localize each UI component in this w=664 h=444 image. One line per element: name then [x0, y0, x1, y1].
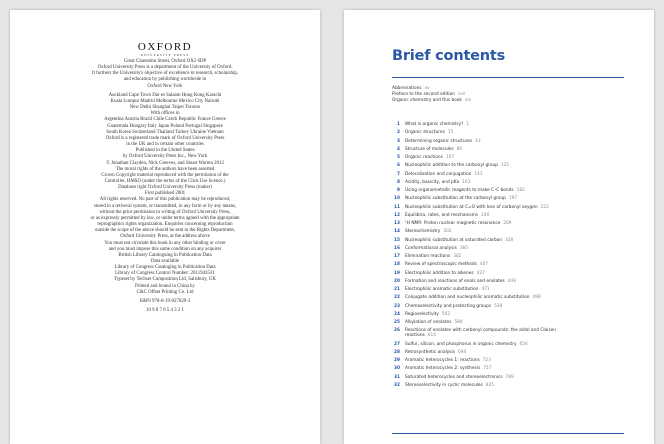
- copyright-line: 10 9 8 7 6 5 4 3 2 1: [146, 308, 184, 314]
- contents-page: [344, 10, 654, 444]
- chapter-item[interactable]: [392, 366, 632, 371]
- copyright-line: outside the scope of the above should be sent to the Rights Department,: [94, 228, 236, 234]
- copyright-line: by Oxford University Press Inc., New York: [122, 154, 208, 160]
- chapter-entry: [405, 196, 517, 201]
- chapter-entry: [405, 254, 461, 259]
- chapter-page: 723: [482, 358, 491, 364]
- chapter-title: Organic structures: [405, 130, 445, 136]
- copyright-line: Typeset by Techset Composition Ltd, Salisbury, UK: [114, 277, 216, 283]
- chapter-title: Nucleophilic addition to the carbonyl group: [405, 163, 498, 169]
- chapter-entry: [405, 366, 491, 371]
- chapter-entry: [405, 180, 470, 185]
- chapter-title: Stereoselectivity in cyclic molecules: [405, 382, 483, 388]
- copyright-line: All rights reserved. No part of this publication may be reproduced,: [99, 197, 231, 203]
- copyright-line: Oxford University Press, at the address above: [120, 234, 210, 240]
- copyright-line: ISBN 978-0-19-927029-3: [139, 298, 191, 304]
- chapter-page: 471: [481, 287, 490, 292]
- chapter-title: Determining organic structures: [405, 138, 473, 144]
- chapter-title: Aromatic heterocycles 1: reactions: [405, 358, 480, 364]
- copyright-line: You must not circulate this book in any other binding or cover: [104, 240, 226, 246]
- bottom-rule: [392, 433, 624, 434]
- chapter-number: 6: [397, 163, 400, 169]
- copyright-imprint: [10, 42, 320, 314]
- chapter-number: 14: [394, 229, 400, 235]
- chapter-number: 3: [397, 138, 400, 144]
- front-matter-page: xv: [424, 86, 430, 91]
- copyright-line: First published 2001: [144, 191, 186, 197]
- chapter-entry: [405, 328, 580, 338]
- chapter-item[interactable]: [392, 295, 632, 300]
- chapter-item[interactable]: [392, 287, 632, 292]
- chapter-item[interactable]: [392, 122, 632, 127]
- chapter-item[interactable]: [392, 262, 632, 267]
- chapter-item[interactable]: [392, 180, 632, 185]
- chapter-item[interactable]: [392, 130, 632, 135]
- chapter-item[interactable]: [392, 350, 632, 355]
- copyright-line: Controller, HMSO (under the terms of the Click Use licence.): [104, 178, 226, 184]
- chapter-page: 360: [459, 245, 469, 251]
- chapter-number: 12: [394, 212, 400, 218]
- publisher-subtitle: UNIVERSITY PRESS: [140, 53, 190, 57]
- chapter-title: Retrosynthetic analysis: [405, 349, 455, 355]
- chapter-item[interactable]: [392, 279, 632, 284]
- chapter-number: 7: [397, 171, 400, 177]
- chapter-title: Review of spectroscopic methods: [405, 262, 477, 268]
- chapter-number: 18: [394, 262, 400, 268]
- chapter-number: 1: [397, 122, 400, 127]
- chapter-item[interactable]: [392, 147, 632, 152]
- chapter-title: Conjugate addition and nucleophilic aromatic substitution: [405, 295, 530, 301]
- chapter-number: 9: [397, 188, 400, 193]
- chapter-entry: [405, 213, 489, 218]
- chapter-entry: [405, 205, 549, 210]
- chapter-item[interactable]: [392, 196, 632, 201]
- chapter-number: 4: [397, 146, 400, 152]
- chapter-page: 382: [453, 254, 462, 259]
- chapter-title: Nucleophilic substitution at the carbonyl group: [405, 196, 506, 202]
- chapter-number: 19: [394, 270, 400, 276]
- chapter-number: 31: [394, 374, 400, 380]
- chapter-page: 449: [507, 278, 516, 284]
- chapter-title: Conformational analysis: [405, 245, 457, 251]
- chapter-page: 1: [466, 122, 470, 127]
- chapter-item[interactable]: [392, 163, 632, 168]
- copyright-page: [10, 10, 320, 444]
- front-matter-title: Organic chemistry and this book: [392, 98, 462, 104]
- chapter-page: 182: [516, 188, 525, 193]
- copyright-line: Published in the United States: [135, 148, 195, 154]
- chapter-number: 13: [394, 221, 400, 226]
- chapter-title: Chemoselectivity and protecting groups: [405, 303, 492, 309]
- chapter-item[interactable]: [392, 383, 632, 388]
- chapter-number: 26: [394, 328, 400, 334]
- chapter-entry: [405, 262, 488, 267]
- chapter-title: Aromatic heterocycles 2: synthesis: [405, 366, 481, 372]
- chapter-item[interactable]: [392, 271, 632, 276]
- chapter-entry: [405, 155, 454, 160]
- copyright-line: without the prior permission in writing of Oxford University Press,: [99, 209, 231, 215]
- front-matter-title: Preface to the second edition: [392, 92, 455, 98]
- front-matter-page: xix: [464, 98, 472, 104]
- chapter-page: 498: [532, 295, 541, 301]
- chapter-item[interactable]: [392, 188, 632, 193]
- chapter-page: 562: [441, 311, 451, 317]
- chapter-title: Nucleophilic substitution at saturated carbon: [405, 237, 502, 243]
- copyright-line: in the UK and in certain other countries: [126, 142, 204, 148]
- chapter-entry: [405, 238, 513, 243]
- chapter-page: 107: [445, 155, 455, 160]
- chapter-item[interactable]: [392, 358, 632, 363]
- chapter-item[interactable]: [392, 328, 632, 338]
- copyright-line: Kuala Lumpur Madrid Melbourne Mexico City Nairobi: [110, 98, 220, 104]
- chapter-number: 10: [394, 196, 400, 202]
- chapter-number: 2: [397, 130, 400, 136]
- copyright-line: The moral rights of the authors have been asserted: [115, 166, 215, 172]
- chapter-entry: [405, 304, 502, 309]
- chapter-number: 17: [394, 254, 400, 259]
- chapter-list: [392, 122, 632, 391]
- copyright-line: Oxford is a registered trade mark of Oxford University Press: [105, 135, 225, 141]
- chapter-item[interactable]: [392, 238, 632, 243]
- chapter-number: 24: [394, 311, 400, 317]
- copyright-line: Crown Copyright material reproduced with the permission of the: [101, 172, 229, 178]
- chapter-page: 757: [483, 366, 492, 372]
- chapter-entry: [405, 358, 491, 363]
- chapter-page: 427: [476, 270, 485, 276]
- chapter-page: 789: [505, 374, 514, 380]
- copyright-line: With offices in: [150, 111, 180, 117]
- front-matter-item[interactable]: [392, 98, 471, 104]
- chapter-entry: [405, 229, 452, 234]
- chapter-item[interactable]: [392, 221, 632, 226]
- chapter-title: Regioselectivity: [405, 311, 439, 317]
- chapter-number: 30: [394, 366, 400, 372]
- page-title: Brief contents: [392, 48, 506, 64]
- chapter-title: Delocalization and conjugation: [405, 171, 472, 177]
- chapter-title: Stereochemistry: [405, 229, 441, 235]
- chapter-title: What is organic chemistry?: [405, 122, 464, 127]
- chapter-entry: [405, 350, 466, 355]
- chapter-item[interactable]: [392, 172, 632, 177]
- chapter-title: ¹H NMR: Proton nuclear magnetic resonance: [405, 221, 501, 226]
- copyright-line: Argentina Austria Brazil Chile Czech Republic France Greece: [104, 117, 226, 123]
- chapter-title: Using organometallic reagents to make C–C bonds: [405, 188, 514, 193]
- front-matter-title: Abbreviations: [392, 86, 422, 91]
- chapter-page: 269: [503, 221, 512, 226]
- chapter-number: 22: [394, 295, 400, 301]
- copyright-line: Oxford New York: [147, 83, 183, 89]
- chapter-number: 21: [394, 287, 400, 292]
- copyright-line: Oxford University Press is a department of the University of Oxford.: [97, 65, 233, 71]
- chapter-page: 240: [481, 212, 490, 218]
- copyright-line: © Jonathan Clayden, Nick Greeves, and Stuart Warren 2012: [106, 160, 224, 166]
- copyright-line: New Delhi Shanghai Taipei Toronto: [129, 105, 201, 111]
- chapter-number: 32: [394, 382, 400, 388]
- publisher-logo: OXFORD: [137, 41, 193, 53]
- chapter-item[interactable]: [392, 312, 632, 317]
- front-matter-list: [392, 86, 471, 104]
- chapter-item[interactable]: [392, 213, 632, 218]
- chapter-item[interactable]: [392, 205, 632, 210]
- front-matter-page: xvii: [457, 92, 466, 98]
- chapter-number: 8: [397, 179, 400, 185]
- chapter-page: 328: [504, 237, 514, 243]
- chapter-item[interactable]: [392, 320, 632, 325]
- chapter-entry: [405, 172, 483, 177]
- chapter-item[interactable]: [392, 139, 632, 144]
- chapter-page: 302: [443, 229, 452, 235]
- copyright-line: Guatemala Hungary Italy Japan Poland Portugal Singapore: [107, 123, 223, 129]
- title-rule: [392, 77, 624, 78]
- chapter-page: 694: [457, 349, 467, 355]
- chapter-page: 656: [519, 341, 528, 347]
- chapter-title: Electrophilic addition to alkenes: [405, 270, 474, 276]
- copyright-line: Database right Oxford University Press (maker): [118, 185, 212, 191]
- chapter-number: 27: [394, 341, 400, 347]
- chapter-entry: [405, 342, 528, 347]
- chapter-title: Formation and reactions of enols and enolates: [405, 278, 505, 284]
- chapter-item[interactable]: [392, 246, 632, 251]
- chapter-entry: [405, 122, 469, 127]
- chapter-page: 614: [427, 333, 436, 339]
- copyright-line: reprographics rights organization. Enquiries concerning reproduction: [97, 222, 233, 228]
- chapter-page: 222: [540, 204, 549, 210]
- chapter-title: Acidity, basicity, and pKa: [405, 179, 460, 185]
- chapter-item[interactable]: [392, 304, 632, 309]
- chapter-title: Nucleophilic substitution at C=O with loss of carbonyl oxygen: [405, 204, 538, 210]
- chapter-entry: [405, 188, 525, 193]
- chapter-title: Organic reactions: [405, 155, 443, 160]
- chapter-title: Reactions of enolates with carbonyl compounds: the aldol and Claisen reactions: [405, 328, 556, 339]
- chapter-title: Equilibria, rates, and mechanisms: [405, 212, 479, 218]
- chapter-number: 28: [394, 349, 400, 355]
- chapter-entry: [405, 383, 494, 388]
- copyright-line: It furthers the University's objective of excellence in research, scholarship,: [91, 71, 239, 77]
- copyright-line: Printed and bound in China by: [135, 283, 195, 289]
- chapter-number: 25: [394, 320, 400, 325]
- copyright-line: Data available: [150, 259, 180, 264]
- chapter-entry: [405, 163, 509, 168]
- chapter-entry: [405, 320, 463, 325]
- chapter-page: 141: [474, 171, 483, 177]
- chapter-item[interactable]: [392, 254, 632, 259]
- chapter-number: 5: [397, 155, 400, 160]
- chapter-page: 15: [447, 130, 454, 136]
- chapter-entry: [405, 312, 450, 317]
- copyright-line: stored in a retrieval system, or transmitted, in any form or by any means,: [93, 203, 237, 209]
- chapter-item[interactable]: [392, 342, 632, 347]
- chapter-number: 16: [394, 245, 400, 251]
- copyright-line: South Korea Switzerland Thailand Turkey Ukraine Vietnam: [106, 129, 224, 135]
- copyright-line: Library of Congress Control Number: 2011943531: [115, 271, 215, 277]
- chapter-page: 584: [454, 320, 463, 325]
- chapter-page: 528: [494, 303, 503, 309]
- chapter-item[interactable]: [392, 375, 632, 380]
- chapter-title: Saturated heterocycles and stereoelectronics: [405, 374, 503, 380]
- chapter-page: 125: [500, 163, 510, 169]
- chapter-title: Alkylation of enolates: [405, 320, 452, 325]
- chapter-item[interactable]: [392, 155, 632, 160]
- copyright-line: Library of Congress Cataloging in Publication Data: [114, 265, 216, 271]
- chapter-entry: [405, 287, 490, 292]
- chapter-page: 197: [508, 196, 518, 202]
- copyright-line: and you must impose this same condition on any acquirer: [108, 246, 222, 252]
- chapter-entry: [405, 130, 453, 135]
- chapter-number: 23: [394, 303, 400, 309]
- chapter-page: 43: [475, 138, 481, 144]
- chapter-number: 29: [394, 358, 400, 364]
- copyright-line: Great Clarendon Street, Oxford OX2 6DP: [123, 59, 207, 64]
- chapter-title: Electrophilic aromatic substitution: [405, 287, 479, 292]
- chapter-page: 825: [485, 382, 494, 388]
- chapter-title: Sulfur, silicon, and phosphorus in organic chemistry: [405, 341, 517, 347]
- chapter-entry: [405, 295, 541, 300]
- chapter-entry: [405, 279, 516, 284]
- copyright-line: Auckland Cape Town Dar es Salaam Hong Kong Karachi: [108, 92, 222, 98]
- chapter-page: 80: [456, 146, 463, 152]
- chapter-page: 407: [479, 262, 489, 268]
- chapter-number: 15: [394, 237, 400, 243]
- chapter-entry: [405, 147, 462, 152]
- copyright-lines: [10, 59, 320, 314]
- chapter-title: Structure of molecules: [405, 146, 454, 152]
- chapter-title: Elimination reactions: [405, 254, 451, 259]
- chapter-number: 11: [394, 204, 400, 210]
- chapter-item[interactable]: [392, 229, 632, 234]
- copyright-line: C&C Offset Printing Co. Ltd: [136, 289, 194, 295]
- chapter-entry: [405, 271, 485, 276]
- copyright-line: British Library Cataloguing in Publication Data: [118, 252, 212, 258]
- chapter-entry: [405, 139, 481, 144]
- chapter-entry: [405, 221, 512, 226]
- copyright-line: or as expressly permitted by law, or under terms agreed with the appropriate: [90, 215, 240, 221]
- copyright-line: and education by publishing worldwide in: [123, 77, 207, 83]
- chapter-number: 20: [394, 278, 400, 284]
- chapter-page: 163: [462, 179, 471, 185]
- chapter-entry: [405, 246, 468, 251]
- chapter-entry: [405, 375, 514, 380]
